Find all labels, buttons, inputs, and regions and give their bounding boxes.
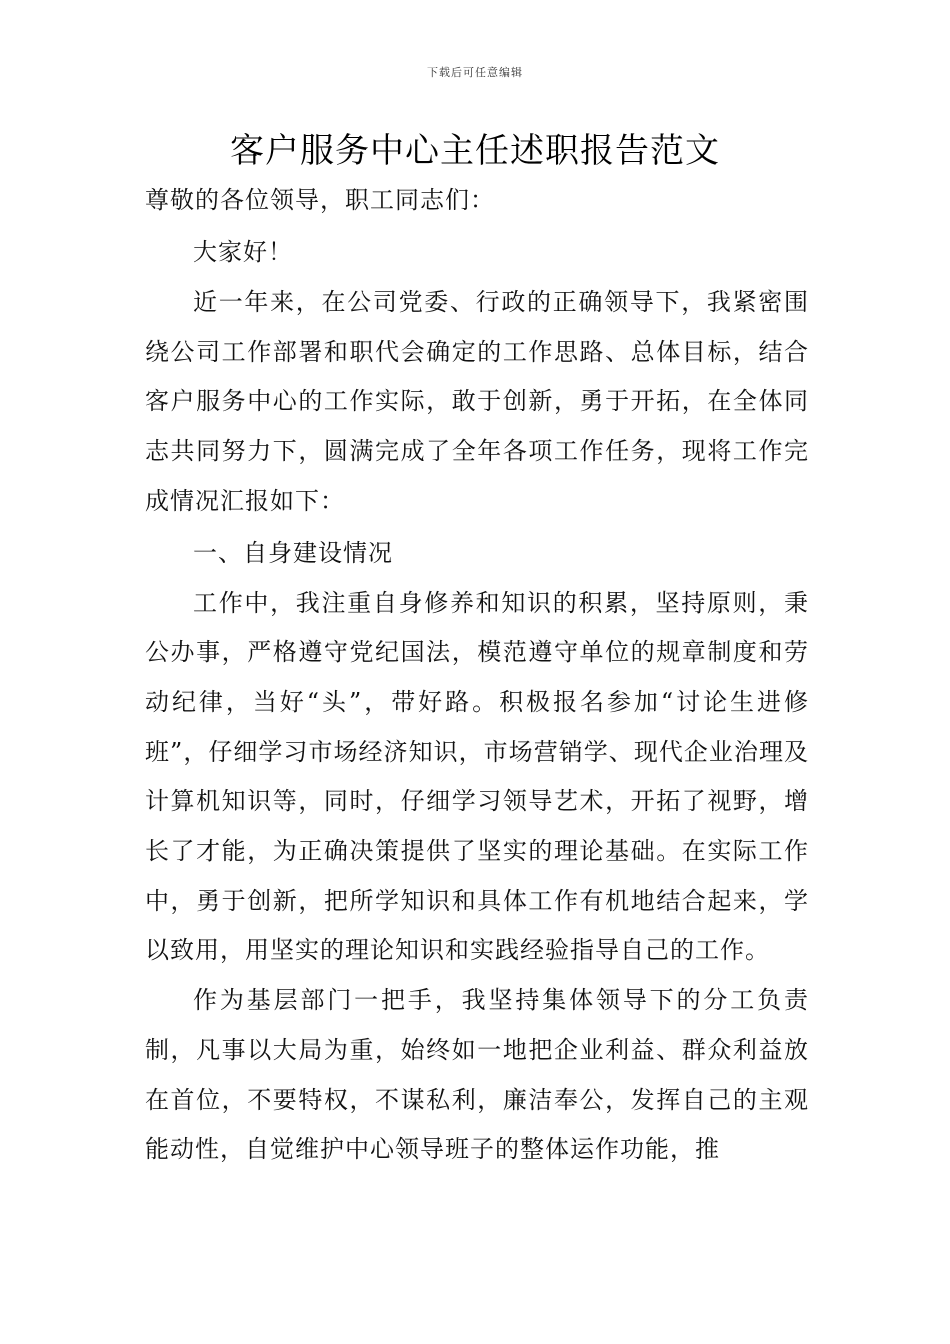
paragraph-self-development: 工作中，我注重自身修养和知识的积累，坚持原则，秉公办事，严格遵守党纪国法，模范遵守单位的规章制度和劳动纪律，当好“头”，带好路。积极报名参加“讨论生进修班”，仔细学习市场经济知识，市场营销学、现代企业治理及计算机知识等，同时，仔细学习领导艺术，开拓了视野，增长了才能，为正确决策提供了坚实的理论基础。在实际工作中，勇于创新，把所学知识和具体工作有机地结合起来，学以致用，用坚实的理论知识和实践经验指导自己的工作。 [145,588,809,965]
greeting: 大家好！ [193,238,293,266]
salutation: 尊敬的各位领导，职工同志们： [145,186,495,214]
section-heading: 一、自身建设情况 [193,538,393,567]
header-note: 下载后可任意编辑 [427,66,523,79]
paragraph-intro: 近一年来，在公司党委、行政的正确领导下，我紧密围绕公司工作部署和职代会确定的工作思路、总体目标，结合客户服务中心的工作实际，敢于创新，勇于开拓，在全体同志共同努力下，圆满完成了全年各项工作任务，现将工作完成情况汇报如下： [145,288,809,515]
document-title: 客户服务中心主任述职报告范文 [230,131,720,171]
paragraph-leadership: 作为基层部门一把手，我坚持集体领导下的分工负责制，凡事以大局为重，始终如一地把企业利益、群众利益放在首位，不要特权，不谋私利，廉洁奉公，发挥自己的主观能动性，自觉维护中心领导班子的整体运作功能，推 [145,986,809,1164]
document-body [145,174,809,1175]
